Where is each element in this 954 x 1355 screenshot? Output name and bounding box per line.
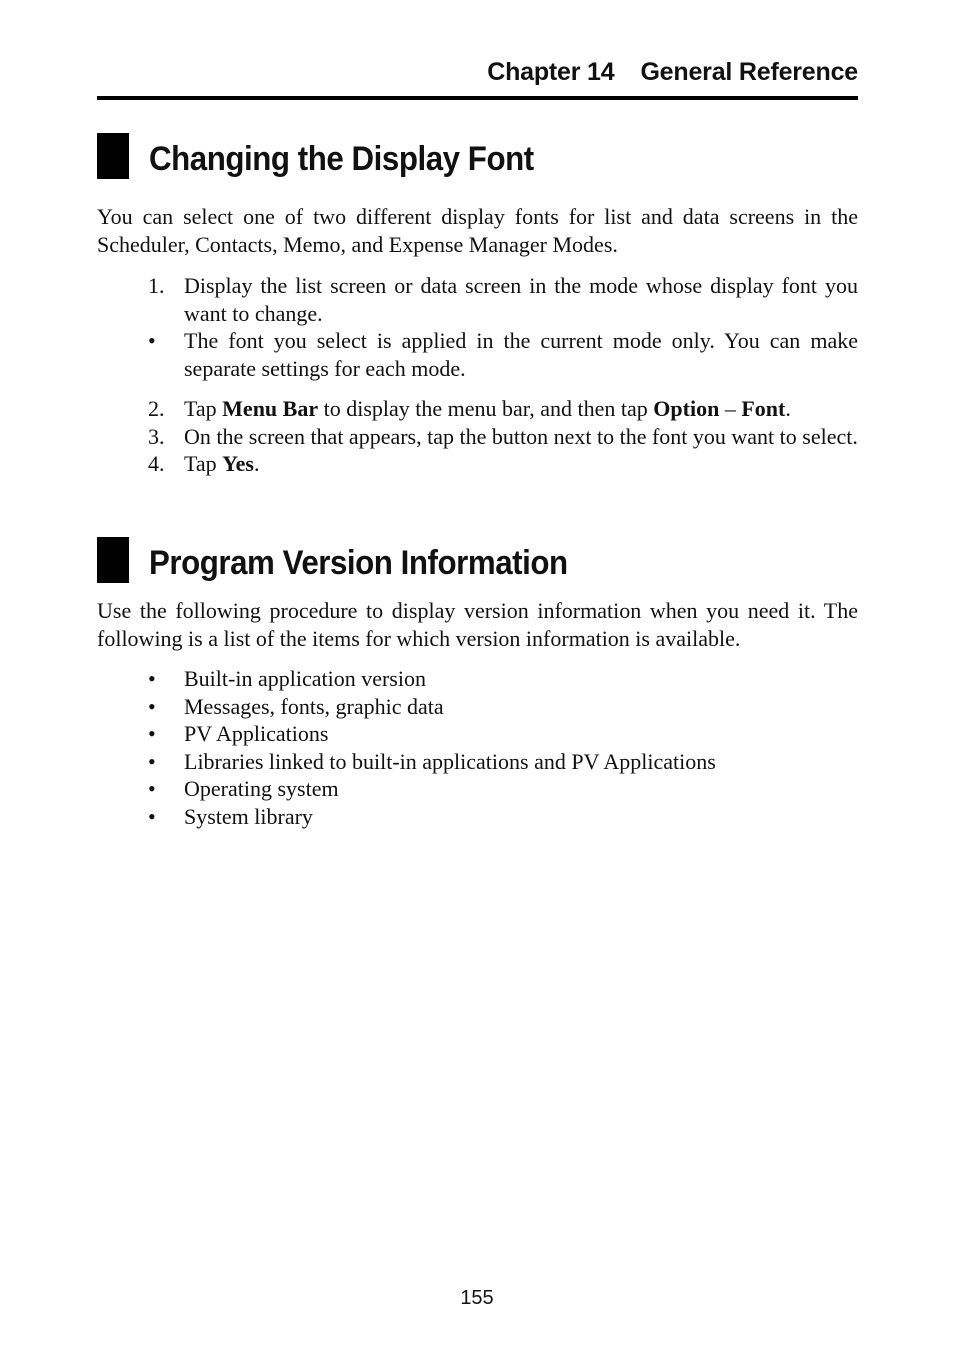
step-item [97,423,858,451]
list-item: • Messages, fonts, graphic data [148,693,444,719]
yes-term: Yes [222,451,254,476]
option-term: Option [653,396,720,421]
section-heading-version-info: Program Version Information [149,544,568,582]
section2-intro: Use the following procedure to display version information when you need it. The following is a list of the items for which version information is available. [97,598,858,651]
step-marker: 4. [148,451,165,476]
header-rule [97,96,858,100]
step-item: 4. Tap Yes. [148,451,260,476]
section-heading-display-font: Changing the Display Font [149,140,534,178]
menu-bar-term: Menu Bar [222,396,319,421]
bullet-marker: • [148,328,156,353]
list-item: • Operating system [148,776,339,801]
list-item: • System library [148,803,313,829]
section-marker-block [97,133,129,179]
bullet-marker: • [148,776,156,801]
bullet-marker: • [148,748,156,774]
page-number: 155 [460,1287,494,1309]
bullet-marker: • [148,666,156,691]
step-marker: 2. [148,396,165,421]
step-marker: 1. [148,273,165,298]
list-item: • PV Applications [148,721,329,746]
step-text: On the screen that appears, tap the button next to the font you want to select. [184,423,858,449]
bullet-marker: • [148,721,156,746]
bullet-marker: • [148,803,156,829]
step-marker: 3. [148,423,165,449]
chapter-label: Chapter 14 [487,58,615,86]
list-item: • Built-in application version [148,666,426,691]
list-item: • Libraries linked to built-in applications and PV Applications [148,748,716,774]
step-text: Display the list screen or data screen in the mode whose display font you want to change. [184,273,858,326]
section1-steps [97,272,858,478]
version-items-list [97,665,858,830]
note-item [97,327,858,382]
section1-intro: You can select one of two different display fonts for list and data screens in the Scheduler, Contacts, Memo, and Expense Manager Modes. [97,204,858,257]
note-text: The font you select is applied in the current mode only. You can make separate settings for each mode. [184,328,858,381]
bullet-marker: • [148,693,156,719]
chapter-title: General Reference [640,58,858,86]
step-item [97,272,858,327]
section-marker-block [97,537,129,583]
step-item: 2. Tap Menu Bar to display the menu bar, and then tap Option – Font. [148,396,791,421]
running-header [97,58,858,94]
font-term: Font [741,396,786,421]
